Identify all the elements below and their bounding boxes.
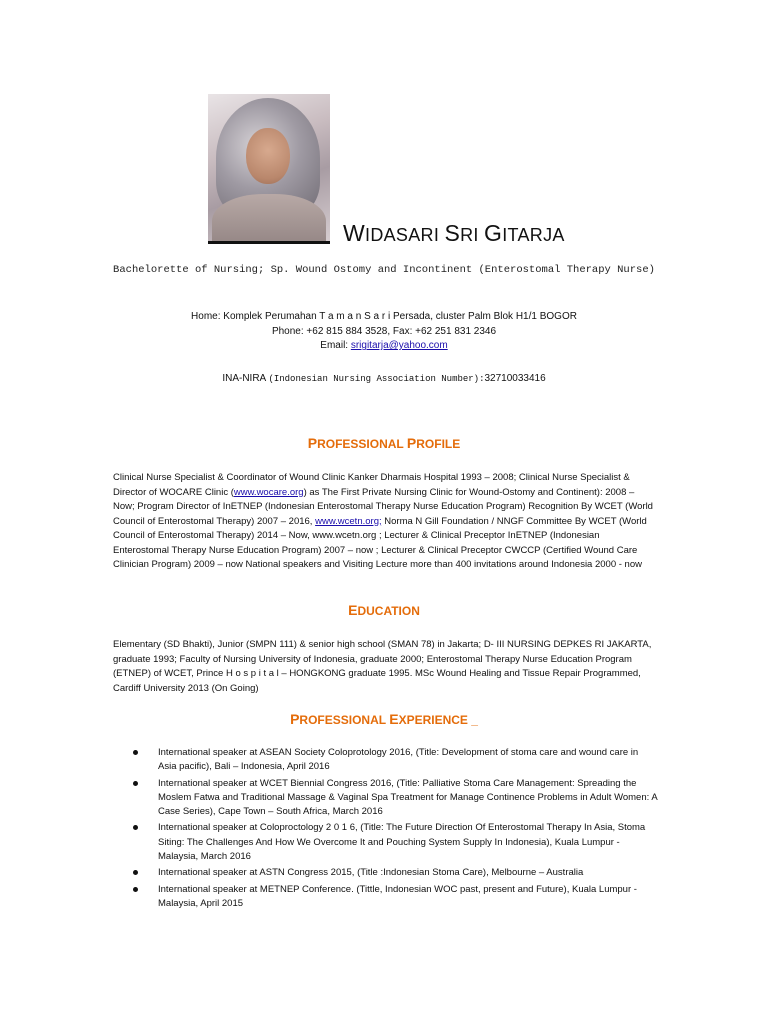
education-heading — [0, 602, 768, 618]
bullet-icon — [133, 870, 138, 875]
home-address: Home: Komplek Perumahan T a m a n S a r i Persada, cluster Palm Blok H1/1 BOGOR — [191, 311, 577, 322]
education-heading-initial: E — [348, 602, 358, 618]
list-item — [128, 821, 658, 864]
experience-text: International speaker at METNEP Conference. (Tittle, Indonesian WOC past, present and Future), Kuala Lumpur - Malaysia, April 2015 — [158, 883, 637, 909]
degree-line: Bachelorette of Nursing; Sp. Wound Ostomy and Incontinent (Enterostomal Therapy Nurse) — [113, 264, 655, 276]
list-item — [128, 777, 658, 820]
email-line — [100, 339, 668, 354]
name-initial-first: W — [343, 220, 366, 246]
profile-photo — [208, 94, 330, 244]
wocare-link[interactable]: www.wocare.org — [233, 486, 304, 498]
experience-heading-rest-2: XPERIENCE _ — [398, 713, 478, 727]
name-rest-middle: RI — [460, 225, 479, 245]
profile-text-1: Clinical Nurse Specialist & Coordinator of Wound Clinic Kanker Dharmais Hospital 1993 – 2008; Clinical Nurse Specialist & Director of WOCARE Clinic ( — [113, 472, 630, 498]
nira-number: 32710033416 — [484, 373, 546, 384]
nira-prefix: INA-NIRA — [222, 373, 269, 384]
education-paragraph: Elementary (SD Bhakti), Junior (SMPN 111) & senior high school (SMAN 78) in Jakarta; D- III NURSING DEPKES RI JAKARTA, graduate 1993; Faculty of Nursing University of Indonesia, graduate 2000; Enterostomal Therapy Nurse Education Program (ETNEP) of WCET, Prince H o s p i t a l – HONGKONG graduate 1995. MSc Wound Healing and Tissue Repair Programmed, Cardiff University 2013 (On Going) — [113, 639, 652, 694]
bullet-icon — [133, 781, 138, 786]
experience-heading — [0, 711, 768, 727]
name-rest-first: IDASARI — [365, 225, 440, 245]
bullet-icon — [133, 750, 138, 755]
face-shape — [246, 128, 290, 184]
experience-text: International speaker at Coloproctology 2 0 1 6, (Title: The Future Direction Of Enterostomal Therapy In Asia, Stoma Siting: The Challenges And How We Overcome It and Pouching System Supply In Indonesia), Kuala Lumpur - Malaysia, March 2016 — [158, 822, 646, 863]
experience-text: International speaker at ASTN Congress 2015, (Title :Indonesian Stoma Care), Melbourne – Australia — [158, 867, 584, 879]
name-rest-last: ITARJA — [502, 225, 565, 245]
nira-label: (Indonesian Nursing Association Number): — [268, 374, 485, 384]
email-link[interactable]: srigitarja@yahoo.com — [350, 340, 448, 351]
email-label: Email: — [320, 340, 351, 351]
experience-text: International speaker at WCET Biennial Congress 2016, (Title: Palliative Stoma Care Management: Spreading the Moslem Fatwa and Traditional Massage & Vaginal Spa Treatment for Manage Continence Problems in Adult Women: A Case Series), Cape Town – South Africa, March 2016 — [158, 777, 658, 818]
name-initial-middle: S — [444, 220, 461, 246]
wcetn-link[interactable]: www.wcetn.org; — [315, 515, 382, 527]
bullet-icon — [133, 887, 138, 892]
bullet-icon — [133, 825, 138, 830]
contact-block — [100, 310, 668, 354]
profile-text-3: Norma N Gill Foundation / NNGF Committee By WCET (World Council of Enterostomal Therapy) 2014 – Now, www.wcetn.org ; Lecturer & Clinical Preceptor InETNEP (Indonesian Enterostomal Therapy Nurse Education Program) 2007 – now ; Lecturer & Clinical Preceptor CWCCP (Certified Wound Care Clinician Program) 2009 – now National speakers and Visiting Lecture more than 400 invitations around Indonesia 2000 - now — [113, 515, 647, 570]
shoulders-shape — [212, 194, 326, 244]
profile-heading-initial: P — [307, 435, 318, 451]
experience-heading-initial-2: E — [389, 711, 399, 727]
profile-heading — [0, 435, 768, 451]
experience-text: International speaker at ASEAN Society Coloprotology 2016, (Title: Development of stoma care and wound care in Asia pacific), Bali – Indonesia, April 2016 — [158, 747, 639, 773]
experience-heading-rest: ROFESSIONAL — [299, 713, 390, 727]
experience-heading-initial: P — [290, 711, 300, 727]
profile-heading-initial-2: P — [406, 435, 417, 451]
phone-fax: Phone: +62 815 884 3528, Fax: +62 251 831 2346 — [271, 325, 497, 337]
nira-line — [100, 373, 668, 384]
profile-heading-rest-2: ROFILE — [416, 437, 461, 451]
photo-underline — [208, 241, 330, 244]
education-heading-rest: DUCATION — [357, 604, 420, 618]
list-item — [128, 883, 658, 912]
name-initial-last: G — [484, 220, 503, 246]
experience-list — [128, 746, 658, 913]
list-item — [128, 746, 658, 775]
list-item — [128, 866, 658, 880]
profile-text-2: ) as The First Private Nursing Clinic for Wound-Ostomy and Continent): 2008 – Now; Program Director of InETNEP (Indonesian Enterostomal Therapy Nurse Education Program) Recognition By WCET (World Council of Enterostomal Therapy) 2007 – 2016, — [113, 486, 653, 527]
person-name — [343, 220, 565, 247]
profile-paragraph — [113, 471, 658, 573]
profile-heading-rest: ROFESSIONAL — [317, 437, 407, 451]
